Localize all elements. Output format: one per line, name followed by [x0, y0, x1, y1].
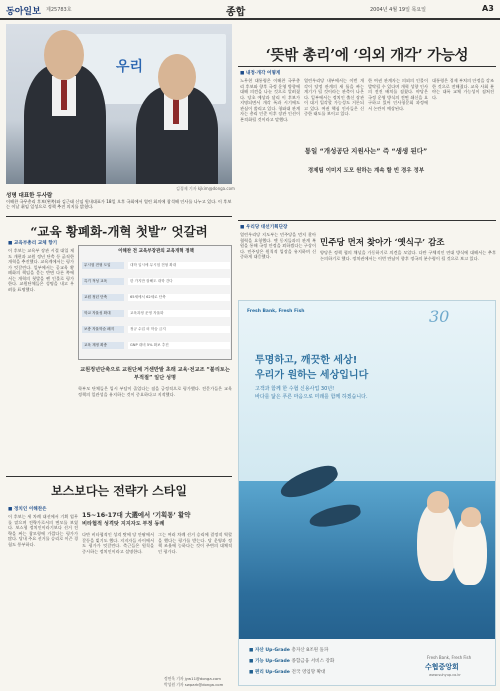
table-cell-item: 학교 자율성 확대	[82, 310, 124, 317]
left-subheadline: 교원정년단축으로 교원단체 거센반발 초래 교육·전교조 “불리토는 부적절” 일단 성명	[80, 367, 230, 381]
ad-headline-1: 투명하고, 깨끗한 세상!	[255, 355, 358, 366]
bottom-column-1: 이 후보는 세 차례 대선에서 기획 업무를 맡으며 전략가로서의 면모를 보였다. 보스형 정치인이라기보다 선거 전략을 짜는 참모형에 가깝다는 평가가 많다. 당내 주요 선거를 승리로 이끈 경험도 풍부하다.	[8, 514, 78, 547]
table-cell-desc: 65세에서 62세로 단축	[128, 294, 230, 301]
table-cell-desc: 교육과정 운영 자율화	[128, 310, 230, 317]
table-row	[82, 324, 230, 334]
ad-text-2: 바다를 닮은 푸른 마음으로 미래를 함께 하겠습니다.	[255, 394, 368, 400]
table-row	[82, 260, 230, 270]
ad-feature-desc: 종합금융 서비스 강화	[291, 659, 335, 664]
bottom-column-2: 다만 비타협적인 성격 탓에 당 안팎에서 갈등을 빚기도 했다. 지지자들 사이에서도 평가가 엇갈린다. 측근들은 원칙을 중시하는 정치인이라고 설명한다.	[82, 532, 154, 554]
photo-credit: 김경제 기자 kjkim@donga.com	[176, 186, 235, 191]
newspaper-logo: 동아일보	[6, 7, 41, 17]
divider	[238, 66, 496, 67]
ad-url-link[interactable]: www.suhyup.co.kr	[429, 673, 461, 677]
ad-feature-label: 편리 Up-Grade	[254, 670, 290, 675]
issue-number: 제25783호	[46, 7, 72, 13]
table-cell-item: 교원 정년 단축	[82, 294, 124, 301]
table-cell-desc: 정규 수업 외 학습 금지	[128, 326, 230, 333]
tie-shape	[61, 80, 67, 110]
reporter-email: 박성원 기자 swpark@donga.com	[164, 682, 224, 687]
policy-table	[78, 245, 232, 360]
bottom-byline: ■ 정치인 이해찬은	[8, 507, 47, 512]
bottom-column-3: 그는 여러 차례 선거 승리에 결정적 역할을 했다는 평가를 받는다. 당 운영과 정책 조율에 능하다는 것이 주변의 대체적인 평가다.	[158, 532, 232, 554]
main-column-4: 대통령은 경제 부처의 안정을 강조한 것으로 전해졌다. 교육 사회 분야는 대폭 교체 가능성이 점쳐진다.	[432, 78, 494, 100]
news-photo	[6, 24, 232, 184]
left-byline: ■ 교육부총리 교체 향기	[8, 241, 58, 246]
ad-feature-3: ■ 편리 Up-Grade 전국 영업망 확대	[249, 670, 326, 675]
table-row	[82, 308, 230, 318]
mid-byline: ■ 우리당 대선기획단장	[240, 225, 288, 230]
ad-feature-label: 자산 Up-Grade	[254, 648, 290, 653]
section-title: 종합	[226, 7, 246, 18]
ad-feature-label: 기능 Up-Grade	[254, 659, 290, 664]
person-right-head	[158, 54, 196, 100]
sign-text: 우리	[116, 58, 144, 74]
ad-text-1: 고객과 함께 한 수협 신용사업 30년!	[255, 386, 335, 392]
advertisement[interactable]	[238, 300, 496, 686]
child-head	[427, 491, 449, 513]
photo-caption-title: 성명 대표한 두사람	[6, 193, 53, 199]
ad-feature-2: ■ 기능 Up-Grade 종합금융 서비스 강화	[249, 659, 335, 664]
divider	[6, 216, 232, 217]
mid-headline: 민주당 먼저 찾아가 ‘옛식구’ 감조	[320, 238, 445, 248]
main-column-3: 한 여권 관계자는 의외의 인물이 발탁될 수 있다며 개혁 성향 인사의 전진 배치를 점쳤다. 야당은 국정 운영 방식의 전면 쇄신을 요구하고 있어 인사청문회 과정에서 논란이 예상된다.	[368, 78, 428, 111]
tie-shape	[173, 98, 179, 124]
ad-tagline: Fresh Bank, Fresh Fish	[247, 309, 305, 314]
masthead	[0, 0, 500, 20]
ad-feature-desc: 총자산 8조원 돌파	[291, 648, 329, 653]
ad-feature-desc: 전국 영업망 확대	[291, 670, 326, 675]
main-subheadline-2: 경제팀 이미지 도모 원하는 계속 할 빈 경우 정부	[307, 168, 425, 174]
child-figure	[417, 501, 457, 581]
table-row	[82, 276, 230, 286]
table-title: 이해찬 전 교육부장관의 교육개혁 정책	[118, 249, 194, 254]
ad-feature-1: ■ 자산 Up-Grade 총자산 8조원 돌파	[249, 648, 329, 653]
bottom-subheadline-2: 비타협적 성격탓 지지자도 부정 동례	[82, 521, 165, 527]
table-row	[82, 340, 230, 350]
ad-headline-2: 우리가 원하는 세상입니다	[255, 370, 369, 381]
photo-caption-text: 이해찬 국무총리 후보(왼쪽)와 김근태 신임 원내대표가 18일 오후 국회에서 열린 회의에 참석해 인사를 나누고 있다. 이 후보는 이날 취임 일성으로 정책 추진 의지를 밝혔다.	[6, 199, 232, 210]
main-headline: ‘뜻밖 총리’에 ‘의외 개각’ 가능성	[265, 47, 469, 64]
reporter-email: 정연욱 기자 jyw11@donga.com	[164, 676, 221, 681]
page-number: A3	[482, 4, 494, 13]
ad-brand-logo[interactable]: 수협중앙회	[425, 663, 459, 671]
bottom-subheadline-1: 15~16-17대 大選에서 ‘기획통’ 활약	[82, 511, 191, 519]
bottom-headline: 보스보다는 전략가 스타일	[51, 484, 187, 498]
person-left-head	[44, 30, 84, 80]
table-row	[82, 292, 230, 302]
left-column-1: 이 후보는 교육부 장관 시절 대입 제도 개편과 교원 정년 단축 등 굵직한 개혁을 추진했다. 교육계에서는 평가가 엇갈린다. 일부에서는 공교육 황폐화의 책임을 묻는 반면 다른 쪽에서는 개혁의 첫발을 뗀 인물로 평가한다. 교원단체들은 성명을 내고 우려를 표명했다.	[8, 248, 74, 292]
mid-column-1: 열린우리당 지도부는 민주당을 먼저 찾아 협력을 요청했다. 옛 동지들과의 관계 복원을 통해 국정 안정을 꾀하겠다는 구상이다. 민주당은 원칙적 입장을 유지하며 신중하게 대응했다.	[240, 232, 316, 259]
main-column-1: 노무현 대통령은 이해찬 국무총리 후보와 향후 국정 운영 방향에 대해 의견을 나눈 것으로 알려졌다. 당초 예상과 달리 이 후보가 지명되면서 개각 폭과 시기에도 관심이 쏠리고 있다. 청와대 관계자는 총리 인준 이후 장관 인선이 본격화될 것이라고 말했다.	[240, 78, 300, 122]
table-cell-desc: 대학 입시에 무시험 전형 확대	[128, 262, 230, 269]
child-head	[461, 507, 481, 527]
divider	[238, 220, 496, 221]
mid-column-2: 양당은 정책 협의 채널을 가동하기로 의견을 모았다. 다만 구체적인 연대 방식에 대해서는 추후 논의하기로 했다. 정치권에서는 이번 만남이 향후 정국의 분수령이 될 것으로 보고 있다.	[320, 250, 496, 261]
ad-brand-english: Fresh Bank, Fresh Fish	[427, 655, 472, 660]
main-subheadline: 통일 “개성공단 지원사는” 즉 “생생 된다”	[304, 147, 428, 155]
table-cell-item: 특기 적성 교육	[82, 278, 124, 285]
left-headline: “교육 황폐화-개혁 첫발” 엇갈려	[30, 224, 208, 239]
table-cell-desc: 한 가지만 잘해도 대학 간다	[128, 278, 230, 285]
ad-footer	[239, 639, 496, 686]
table-cell-desc: GNP 대비 5% 확보 추진	[128, 342, 230, 349]
table-cell-item: 교육 재정 확충	[82, 342, 124, 349]
main-column-2: 열린우리당 내부에서는 이번 개각이 당정 관계의 새 틀을 짜는 계기가 될 것이라는 관측이 나온다. 일부에서는 정치인 출신 장관이 대거 입각할 가능성도 거론되고 있다. 여권 핵심 인사들은 신중한 태도를 보이고 있다.	[304, 78, 364, 116]
issue-date: 2004년 4월 19일 목요일	[370, 7, 427, 13]
table-cell-item: 보충 자율학습 폐지	[82, 326, 124, 333]
main-byline: ■ 내정·개각 어떻게	[240, 71, 281, 76]
anniversary-badge: 30	[429, 307, 450, 326]
divider	[6, 476, 232, 477]
table-cell-item: 무시험 전형 도입	[82, 262, 124, 269]
left-column-2: 학부모 단체들은 입시 부담이 줄었다는 점을 긍정적으로 평가했다. 전문가들은 교육 정책의 일관성을 유지하는 것이 중요하다고 지적했다.	[78, 386, 232, 397]
